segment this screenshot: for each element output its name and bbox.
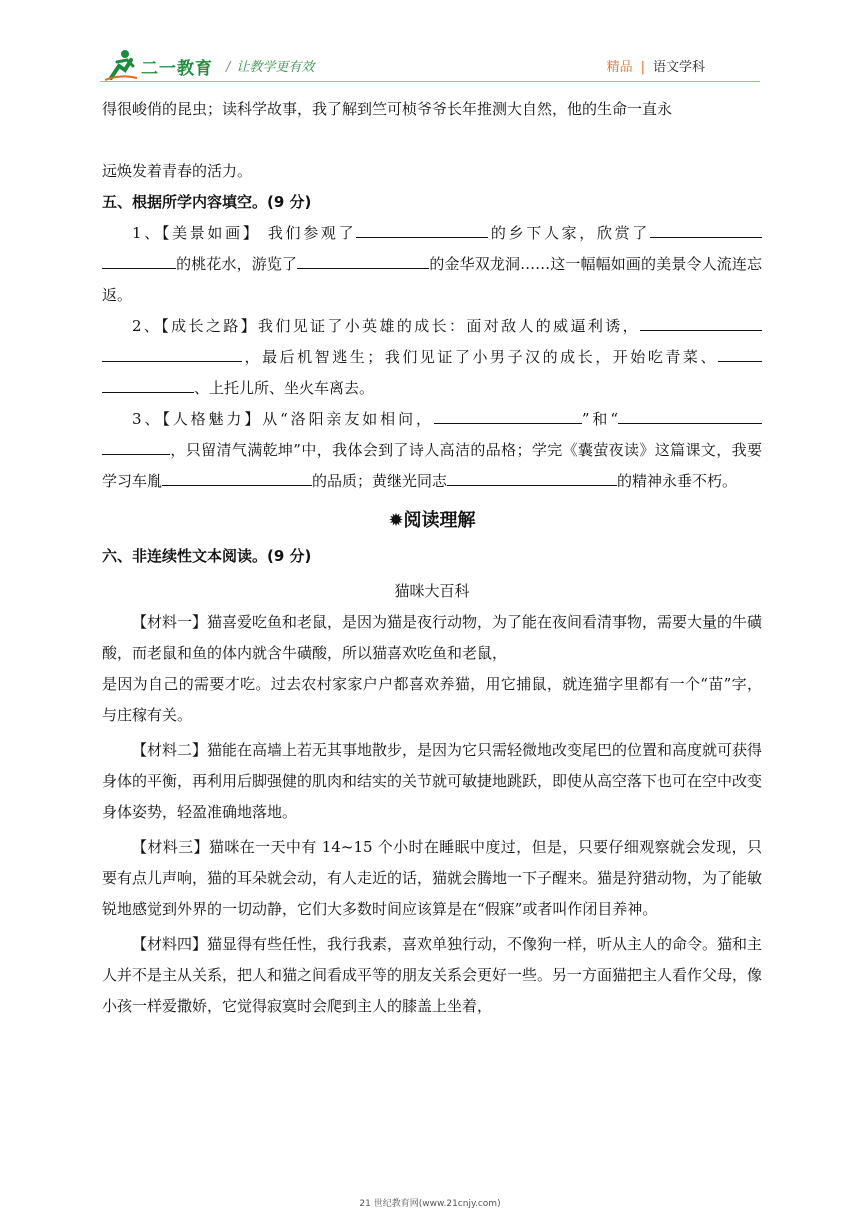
q5-1-text-d: 的金华双龙洞……这一幅幅如画的美景令人流连忘返。 xyxy=(102,255,762,304)
logo xyxy=(103,48,221,82)
question-5-3 xyxy=(102,404,762,497)
answer-blank[interactable] xyxy=(102,374,194,393)
header-tags xyxy=(607,56,705,75)
article-title: 猫咪大百科 xyxy=(394,582,470,600)
slogan-divider: / xyxy=(226,60,231,75)
q5-2-text-b: ，最后机智逃生；我们见证了小男子汉的成长，开始吃青菜、 xyxy=(242,348,718,366)
body-line: 远焕发着青春的活力。 xyxy=(102,162,253,180)
answer-blank[interactable] xyxy=(102,436,170,455)
slogan xyxy=(226,56,314,75)
q5-2-text-c: 、上托儿所、坐火车离去。 xyxy=(194,379,375,397)
question-5-1 xyxy=(102,218,762,311)
answer-blank[interactable] xyxy=(102,250,176,269)
q5-3-text-b: ”和“ xyxy=(581,410,618,428)
answer-blank[interactable] xyxy=(718,343,762,362)
q5-2-text-a: 2、【成长之路】我们见证了小英雄的成长：面对敌人的威逼利诱， xyxy=(132,317,640,335)
subject-label: 语文学科 xyxy=(652,60,705,75)
tag-divider: | xyxy=(640,60,645,75)
logo-text: 二一教育 xyxy=(141,59,213,79)
question-5-2 xyxy=(102,311,762,404)
answer-blank[interactable] xyxy=(447,467,617,486)
body-line: 得很峻俏的昆虫；读科学故事，我了解到竺可桢爷爷长年推测大自然，他的生命一直永 xyxy=(102,100,673,118)
material-1: 【材料一】猫喜爱吃鱼和老鼠，是因为猫是夜行动物，为了能在夜间看清事物，需要大量的牛磺酸，而老鼠和鱼的体内就含牛磺酸，所以猫喜欢吃鱼和老鼠， xyxy=(102,613,763,662)
answer-blank[interactable] xyxy=(650,219,762,238)
material-2: 【材料二】猫能在高墙上若无其事地散步，是因为它只需轻微地改变尾巴的位置和高度就可获得身体的平衡，再利用后脚强健的肌肉和结实的关节就可敏捷地跳跃，即使从高空落下也可在空中改变身体姿势，轻盈准确地落地。 xyxy=(102,741,763,821)
answer-blank[interactable] xyxy=(434,405,582,424)
answer-blank[interactable] xyxy=(297,250,429,269)
answer-blank[interactable] xyxy=(618,405,762,424)
q5-3-text-e: 的精神永垂不朽。 xyxy=(617,472,738,490)
answer-blank[interactable] xyxy=(102,343,242,362)
q5-3-text-c: ，只留清气满乾坤”中，我体会到了诗人高洁的品格；学完《囊萤夜读》这篇课文，我要学习车胤 xyxy=(102,441,762,490)
question-5-title: 五、根据所学内容填空。(9 分) xyxy=(102,193,312,211)
material-4: 【材料四】猫显得有些任性，我行我素，喜欢单独行动，不像狗一样，听从主人的命令。猫和主人并不是主从关系，把人和猫之间看成平等的朋友关系会更好一些。另一方面猫把主人看作父母，像小孩一样爱撒娇，它觉得寂寞时会爬到主人的膝盖上坐着， xyxy=(102,935,763,1015)
q5-1-text-b: 的乡下人家，欣赏了 xyxy=(488,224,650,242)
section-title: ✹阅读理解 xyxy=(388,510,476,531)
q5-1-text-a: 1、【美景如画】 我们参观了 xyxy=(132,224,357,242)
answer-blank[interactable] xyxy=(640,312,762,331)
slogan-text: 让教学更有效 xyxy=(236,60,315,75)
page-header xyxy=(0,0,860,90)
badge-label: 精品 xyxy=(606,60,633,75)
material-1-continued: 是因为自己的需要才吃。过去农村家家户户都喜欢养猫，用它捕鼠，就连猫字里都有一个“苗”字，与庄稼有关。 xyxy=(102,675,762,724)
q5-3-text-d: 的品质；黄继光同志 xyxy=(312,472,448,490)
q5-3-text-a: 3、【人格魅力】从“洛阳亲友如相问， xyxy=(132,410,434,428)
question-6-title: 六、非连续性文本阅读。(9 分) xyxy=(102,547,312,565)
material-3: 【材料三】猫咪在一天中有 14~15 个小时在睡眠中度过，但是，只要仔细观察就会发现，只要有点儿声响，猫的耳朵就会动，有人走近的话，猫就会腾地一下子醒来。猫是狩猎动物，为了能敏锐地感觉到外界的一切动静，它们大多数时间应该算是在“假寐”或者叫作闭目养神。 xyxy=(102,838,763,918)
header-divider xyxy=(100,81,760,82)
q5-1-text-c: 的桃花水，游览了 xyxy=(176,255,298,273)
document-body xyxy=(102,90,762,1022)
answer-blank[interactable] xyxy=(356,219,488,238)
page-footer: 21 世纪教育网(www.21cnjy.com) xyxy=(359,1199,501,1209)
answer-blank[interactable] xyxy=(162,467,312,486)
running-figure-icon xyxy=(103,48,139,82)
